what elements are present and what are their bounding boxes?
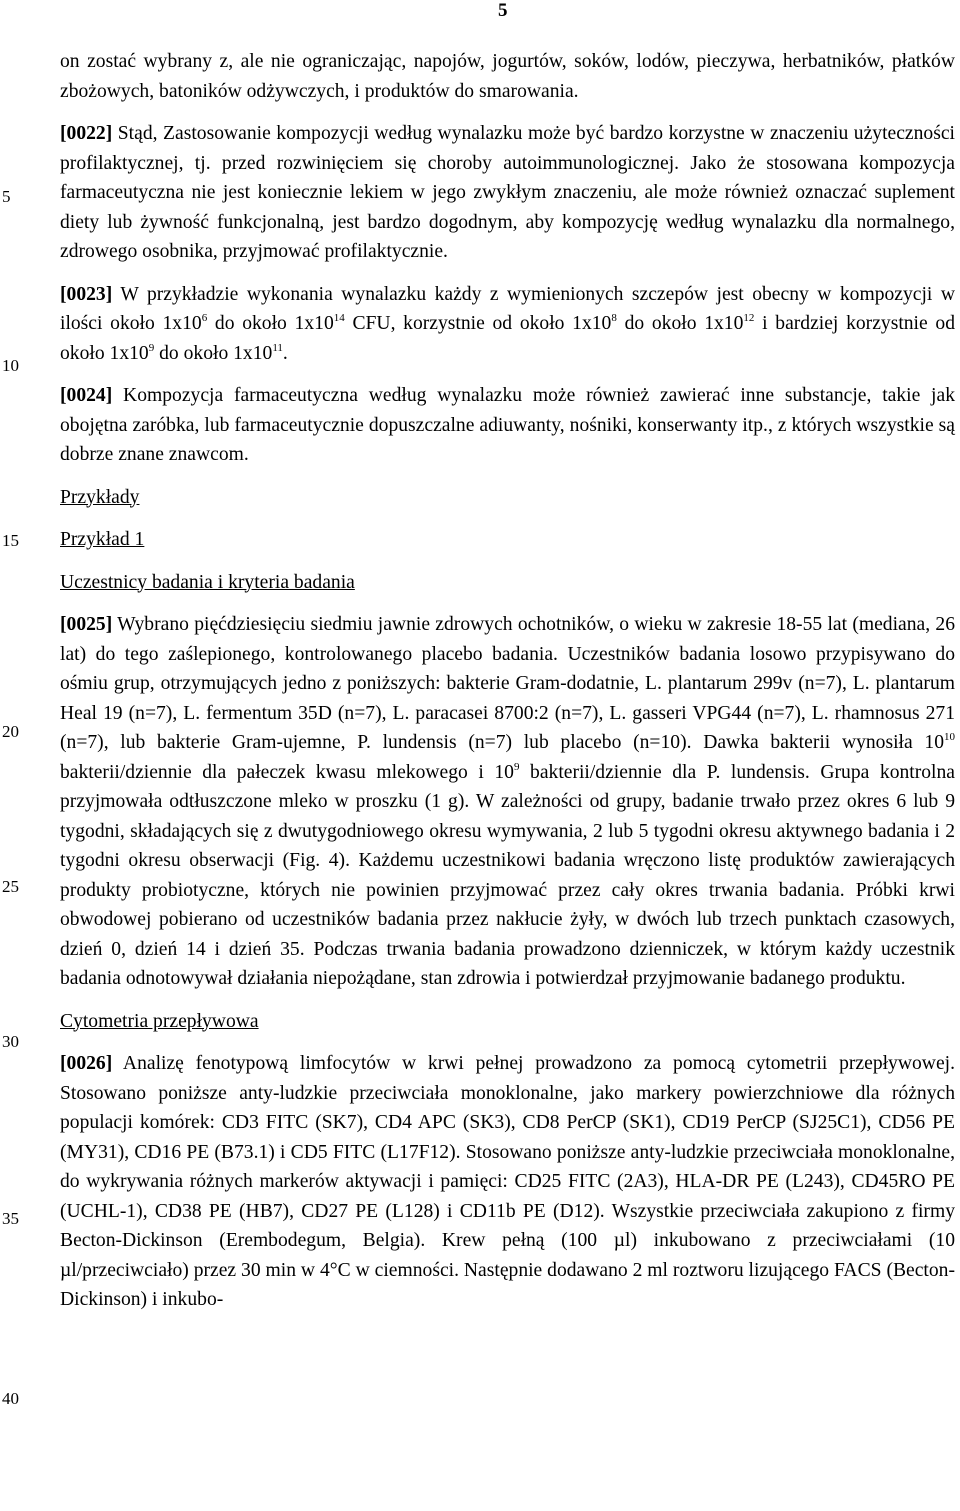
paragraph-tag: [0022] bbox=[60, 123, 113, 144]
paragraph-tag: [0024] bbox=[60, 385, 113, 406]
superscript: 9 bbox=[513, 760, 520, 773]
text-run: do około 1x10 bbox=[616, 313, 744, 334]
text-run: Wybrano pięćdziesięciu siedmiu jawnie zdrowych ochotników, o wieku w zakresie 18-55 lat (mediana, 26 lat) do tego zaślepionego, kontrolowanego placebo badania. Uczestników badania losowo przypisywano do ośmiu grup, otrzymujących jedno z poniższych: bakterie Gram-dodatnie, L. plantarum 299v (n=7), L. plantarum Heal 19 (n=7), L. fermentum 35D (n=7), L. paracasei 8700:2 (n=7), L. gasseri VPG44 (n=7), L. rhamnosus 271 (n=7), lub bakterie Gram-ujemne, P. lundensis (n=7) lub placebo (n=10). Dawka bakterii wynosiła 10 bbox=[60, 614, 955, 753]
line-number: 35 bbox=[2, 1209, 19, 1228]
paragraph-text: Analizę fenotypową limfocytów w krwi pełnej prowadzono za pomocą cytometrii przepływowej. Stosowano poniższe anty-ludzkie przeciwciała monoklonalne, jako markery powierzchniowe dla różnych populacji komórek: CD3 FITC (SK7), CD4 APC (SK3), CD8 PerCP (SK1), CD19 PerCP (SJ25C1), CD56 PE (MY31), CD16 PE (B73.1) i CD5 FITC (L17F12). Stosowano poniższe anty-ludzkie przeciwciała monoklonalne, do wykrywania różnych markerów aktywacji i pamięci: CD25 FITC (2A3), HLA-DR PE (L243), CD45RO PE (UCHL-1), CD38 PE (HB7), CD27 PE (L128) i CD11b PE (D12). Wszystkie przeciwciała zakupiono z firmy Becton-Dickinson (Erembodegum, Belgia). Krew pełną (100 µl) inkubowano z przeciwciałami (10 µl/przeciwciało) przez 30 min w 4°C w ciemności. Następnie dodawano 2 ml roztworu lizującego FACS (Becton-Dickinson) i inkubo- bbox=[60, 1053, 955, 1310]
text-run: bakterii/dziennie dla P. lundensis. Grupa kontrolna przyjmowała odtłuszczone mleko w proszku (1 g). W zależności od grupy, badanie trwało przez okres 6 lub 9 tygodni, składających się z dwutygodniowego okresu wymywania, 2 lub 5 tygodni okresu aktywnego badania i 2 tygodni okresu obserwacji (Fig. 4). Każdemu uczestnikowi badania wręczono listę produktów zawierających produkty probiotyczne, których nie powinien przyjmować przez cały okres trwania badania. Próbki krwi obwodowej pobierano od uczestników badania przez nakłucie żyły, w dwóch lub trzech punktach czasowych, dzień 0, dzień 14 i dzień 35. Podczas trwania badania prowadzono dzienniczek, w którym każdy uczestnik badania odnotowywał działania niepożądane, stan zdrowia i potwierdzał przyjmowanie badanego produktu. bbox=[60, 761, 955, 989]
line-number: 10 bbox=[2, 356, 19, 375]
superscript: 8 bbox=[611, 312, 617, 324]
line-number: 5 bbox=[2, 187, 11, 206]
line-number: 40 bbox=[2, 1389, 19, 1408]
superscript: 10 bbox=[944, 731, 955, 743]
line-number: 30 bbox=[2, 1032, 19, 1051]
paragraph-tag: [0026] bbox=[60, 1053, 113, 1074]
text-run: do około 1x10 bbox=[207, 313, 334, 334]
page-number: 5 bbox=[498, 0, 508, 21]
intro-paragraph: on zostać wybrany z, ale nie ograniczając, napojów, jogurtów, soków, lodów, pieczywa, herbatników, płatków zbożowych, batoników odżywczych, i produktów do smarowania. bbox=[60, 51, 955, 102]
paragraph-0023 bbox=[60, 280, 955, 369]
paragraph-tag: [0023] bbox=[60, 283, 113, 305]
superscript: 9 bbox=[148, 341, 155, 354]
paragraph-text: Kompozycja farmaceutyczna według wynalazku może również zawierać inne substancje, takie jak obojętna zaróbka, lub farmaceutycznie dopuszczalne adiuwanty, nośniki, konserwanty itp., z których wszystkie są dobrze znane znawcom. bbox=[60, 385, 955, 465]
paragraph-text: Stąd, Zastosowanie kompozycji według wynalazku może być bardzo korzystne w znaczeniu użyteczności profilaktycznej, tj. przed rozwinięciem się choroby autoimmunologicznej. Jako że stosowana kompozycja farmaceutyczna nie jest koniecznie lekiem w jego zwykłym znaczeniu, ale może również oznaczać suplement diety lub żywność funkcjonalną, jest bardzo dogodnym, aby kompozycję według wynalazku dla normalnego, zdrowego osobnika, przyjmować profilaktycznie. bbox=[60, 123, 955, 262]
line-number: 20 bbox=[2, 722, 19, 741]
heading-uczestnicy: Uczestnicy badania i kryteria badania bbox=[60, 571, 355, 593]
paragraph-0025 bbox=[60, 610, 955, 994]
superscript: 6 bbox=[201, 312, 208, 324]
text-run: CFU, korzystnie od około 1x10 bbox=[344, 313, 612, 334]
text-run: do około 1x10 bbox=[154, 342, 273, 364]
superscript: 11 bbox=[272, 341, 283, 354]
text-run: i bardziej korzystnie od około 1x10 bbox=[60, 313, 955, 364]
line-number: 25 bbox=[2, 877, 19, 896]
line-number: 15 bbox=[2, 531, 19, 550]
text-run: . bbox=[282, 342, 288, 364]
heading-przyklad-1: Przykład 1 bbox=[60, 529, 145, 550]
heading-przyklady: Przykłady bbox=[60, 486, 140, 508]
superscript: 12 bbox=[743, 312, 755, 324]
paragraph-0026 bbox=[60, 1049, 955, 1315]
heading-cytometria: Cytometria przepływowa bbox=[60, 1010, 259, 1032]
paragraph-0024 bbox=[60, 381, 955, 470]
superscript: 14 bbox=[333, 312, 345, 324]
document-body bbox=[60, 47, 955, 1315]
text-run: bakterii/dziennie dla pałeczek kwasu mlekowego i 10 bbox=[60, 761, 514, 783]
text-run: W przykładzie wykonania wynalazku każdy z wymienionych szczepów jest obecny w kompozycji w ilości około 1x10 bbox=[60, 283, 955, 334]
paragraph-tag: [0025] bbox=[60, 614, 113, 635]
paragraph-0022 bbox=[60, 119, 955, 267]
